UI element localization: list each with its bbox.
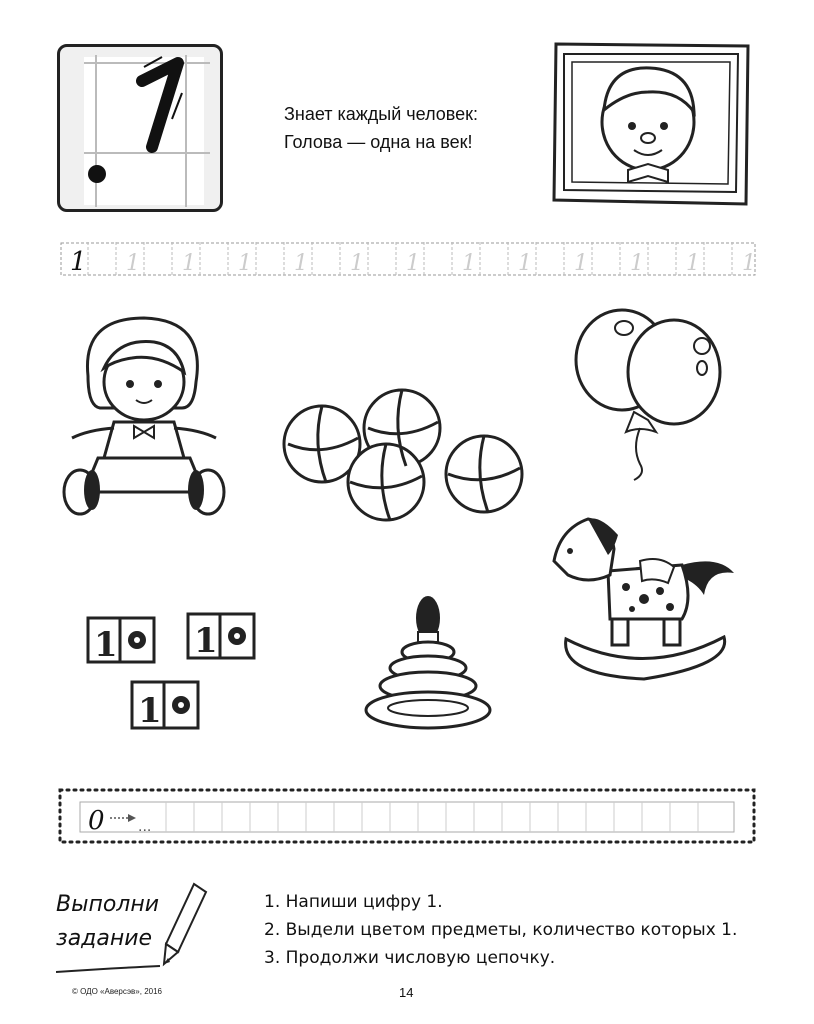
pencil-icon [56,878,216,976]
number-cubes-picture [86,612,256,736]
page-number: 14 [399,985,414,1000]
task-list [264,888,737,972]
balloons-picture [570,308,730,484]
copybook-strip [60,242,756,276]
strip-digit: 1 [70,247,87,276]
svg-text:1: 1 [686,251,700,276]
task-heading-line-2: задание [56,926,153,951]
task-item-1: 1. Напиши цифру 1. [264,892,443,912]
poem-line-2: Голова — одна на век! [284,132,473,152]
chain-start-digit: 0 [88,806,105,836]
number-chain-strip [58,788,756,844]
svg-text:1: 1 [350,251,364,276]
svg-text:1: 1 [630,251,644,276]
svg-text:1: 1 [126,251,140,276]
doll-picture [58,310,228,520]
task-heading-line-1: Выполни [56,892,160,917]
svg-text:1: 1 [406,251,420,276]
boy-portrait-picture [548,40,754,210]
cube-digit-1: 1 [94,625,118,665]
svg-text:1: 1 [574,251,588,276]
svg-text:1: 1 [742,251,756,276]
svg-text:1: 1 [518,251,532,276]
task-item-3: 3. Продолжи числовую цепочку. [264,948,556,968]
cube-digit-3: 1 [138,691,162,731]
copyright-notice: © ОДО «Аверсэв», 2016 [72,987,162,996]
svg-text:1: 1 [182,251,196,276]
balls-picture [282,388,526,524]
pyramid-toy-picture [362,596,494,736]
poem-line-1: Знает каждый человек: [284,104,479,124]
svg-text:1: 1 [294,251,308,276]
rocking-horse-picture [548,515,738,687]
numeral-writing-guide [60,47,226,215]
numeral-card [57,44,223,212]
cube-digit-2: 1 [194,621,218,661]
poem [284,100,478,156]
svg-text:1: 1 [462,251,476,276]
task-item-2: 2. Выдели цветом предметы, количество которых 1. [264,920,738,940]
chain-dots: ... [138,818,152,835]
svg-text:1: 1 [238,251,252,276]
